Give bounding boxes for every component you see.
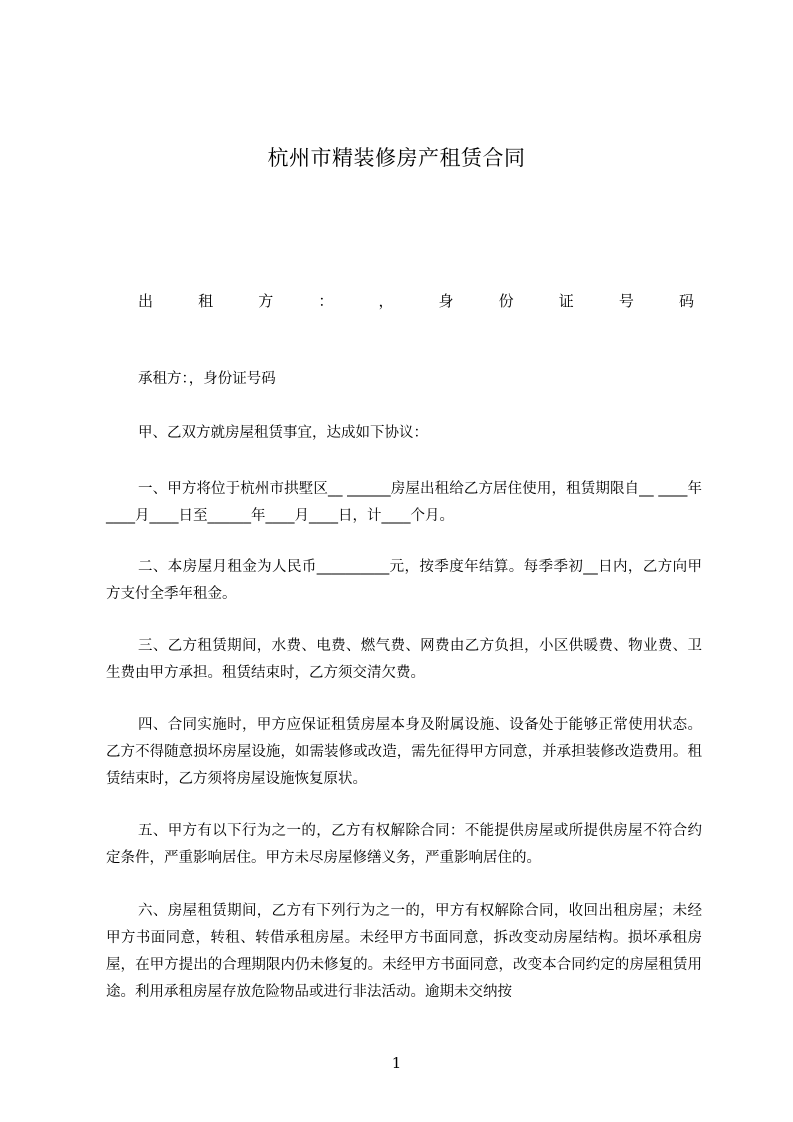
lessor-char: ：: [318, 292, 334, 310]
clause-6: 六、房屋租赁期间，乙方有下列行为之一的，甲方有权解除合同，收回出租房屋；未经甲方书面同意，转租、转借承租房屋。未经甲方书面同意，拆改变动房屋结构。损坏承租房屋，在甲方提出的合理期限内仍未修复的。未经甲方书面同意，改变本合同约定的房屋租赁用途。利用承租房屋存放危险物品或进行非法活动。逾期未交纳按: [106, 903, 702, 1000]
lessor-char: 身: [438, 292, 454, 310]
lessee-line: 承租方：，身份证号码: [138, 371, 276, 387]
lessor-char: 证: [558, 292, 574, 310]
page-title: 杭州市精装修房产租赁合同: [267, 146, 526, 170]
agreement-intro: 甲、乙双方就房屋租赁事宜，达成如下协议：: [138, 425, 428, 441]
clause-2: 二、本房屋月租金为人民币__________元，按季度年结算。每季季初__日内，乙方向甲方支付全季年租金。: [106, 559, 702, 602]
lessor-char: ，: [378, 292, 394, 310]
lessor-line: [138, 290, 694, 311]
lessor-char: 码: [678, 292, 694, 310]
page-number: 1: [391, 1054, 402, 1072]
lessor-char: 号: [618, 292, 634, 310]
clause-4: 四、合同实施时，甲方应保证租赁房屋本身及附属设施、设备处于能够正常使用状态。乙方不得随意损坏房屋设施，如需装修或改造，需先征得甲方同意，并承担装修改造费用。租赁结束时，乙方须将房屋设施恢复原状。: [106, 717, 702, 787]
clause-5: 五、甲方有以下行为之一的，乙方有权解除合同：不能提供房屋或所提供房屋不符合约定条件，严重影响居住。甲方未尽房屋修缮义务，严重影响居住的。: [106, 823, 702, 866]
clause-1: 一、甲方将位于杭州市拱墅区__ ______房屋出租给乙方居住使用，租赁期限自__ ____年____月____日至______年____月____日，计____个月。: [106, 481, 702, 524]
lessor-char: 出: [138, 292, 154, 310]
lessor-char: 租: [198, 292, 214, 310]
lessor-char: 方: [258, 292, 274, 310]
lessor-char: 份: [498, 292, 514, 310]
clause-3: 三、乙方租赁期间，水费、电费、燃气费、网费由乙方负担，小区供暖费、物业费、卫生费由甲方承担。租赁结束时，乙方须交清欠费。: [106, 638, 702, 681]
